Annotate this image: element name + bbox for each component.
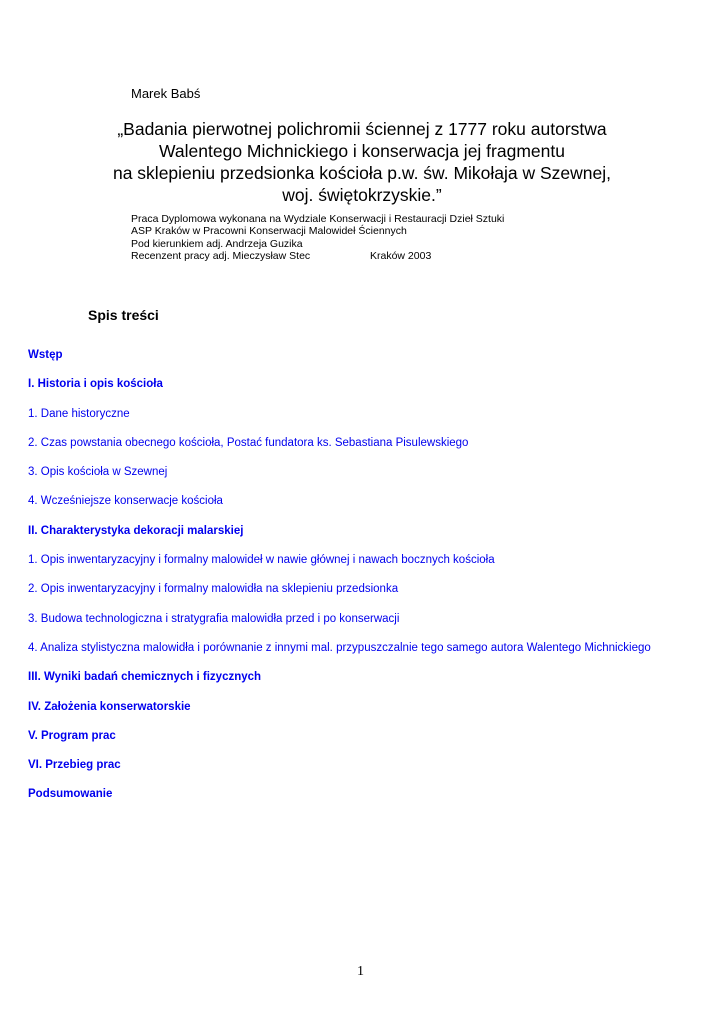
toc-entry-link[interactable]: Podsumowanie [28, 788, 113, 801]
toc-entry-link[interactable]: 3. Opis kościoła w Szewnej [28, 466, 168, 479]
thesis-info-reviewer-row [131, 250, 504, 262]
thesis-info-line: Praca Dyplomowa wykonana na Wydziale Konserwacji i Restauracji Dzieł Sztuki [131, 213, 505, 225]
toc-entry-link[interactable]: II. Charakterystyka dekoracji malarskiej [28, 524, 244, 537]
place-date: Kraków 2003 [370, 250, 432, 263]
document-title [0, 118, 724, 206]
toc-heading: Spis treści [88, 307, 159, 323]
title-line: woj. świętokrzyskie.” [282, 185, 442, 205]
reviewer: Recenzent pracy adj. Mieczysław Stec [131, 250, 311, 263]
thesis-info-line: ASP Kraków w Pracowni Konserwacji Malowideł Ściennych [131, 225, 407, 238]
toc-entry-link[interactable]: 2. Czas powstania obecnego kościoła, Postać fundatora ks. Sebastiana Pisulewskiego [28, 436, 469, 449]
toc-entry-link[interactable]: VI. Przebieg prac [28, 759, 121, 772]
title-line: „Badania pierwotnej polichromii ściennej z 1777 roku autorstwa [117, 119, 607, 139]
thesis-info [131, 213, 504, 263]
table-of-contents [28, 347, 651, 816]
title-line: Walentego Michnickiego i konserwacja jej fragmentu [159, 141, 565, 161]
thesis-info-line: Pod kierunkiem adj. Andrzeja Guzika [131, 237, 303, 250]
toc-entry-link[interactable]: V. Program prac [28, 729, 116, 742]
toc-entry-link[interactable]: 4. Analiza stylistyczna malowidła i porównanie z innymi mal. przypuszczalnie tego samego autora Walentego Michnickiego [28, 641, 651, 654]
toc-entry-link[interactable]: 1. Dane historyczne [28, 407, 130, 420]
toc-entry-link[interactable]: III. Wyniki badań chemicznych i fizycznych [28, 671, 262, 684]
toc-entry-link[interactable]: 4. Wcześniejsze konserwacje kościoła [28, 495, 223, 508]
title-line: na sklepieniu przedsionka kościoła p.w. św. Mikołaja w Szewnej, [112, 163, 612, 183]
toc-entry-link[interactable]: I. Historia i opis kościoła [28, 378, 163, 391]
toc-entry-link[interactable]: Wstęp [28, 349, 63, 361]
author-name: Marek Babś [131, 86, 201, 101]
toc-entry-link[interactable]: 2. Opis inwentaryzacyjny i formalny malowidła na sklepieniu przedsionka [28, 583, 399, 596]
toc-entry-link[interactable]: 3. Budowa technologiczna i stratygrafia malowidła przed i po konserwacji [28, 612, 400, 625]
toc-entry-link[interactable]: 1. Opis inwentaryzacyjny i formalny malowideł w nawie głównej i nawach bocznych kościoła [28, 554, 495, 567]
page-number: 1 [357, 964, 364, 979]
toc-entry-link[interactable]: IV. Założenia konserwatorskie [28, 700, 191, 713]
